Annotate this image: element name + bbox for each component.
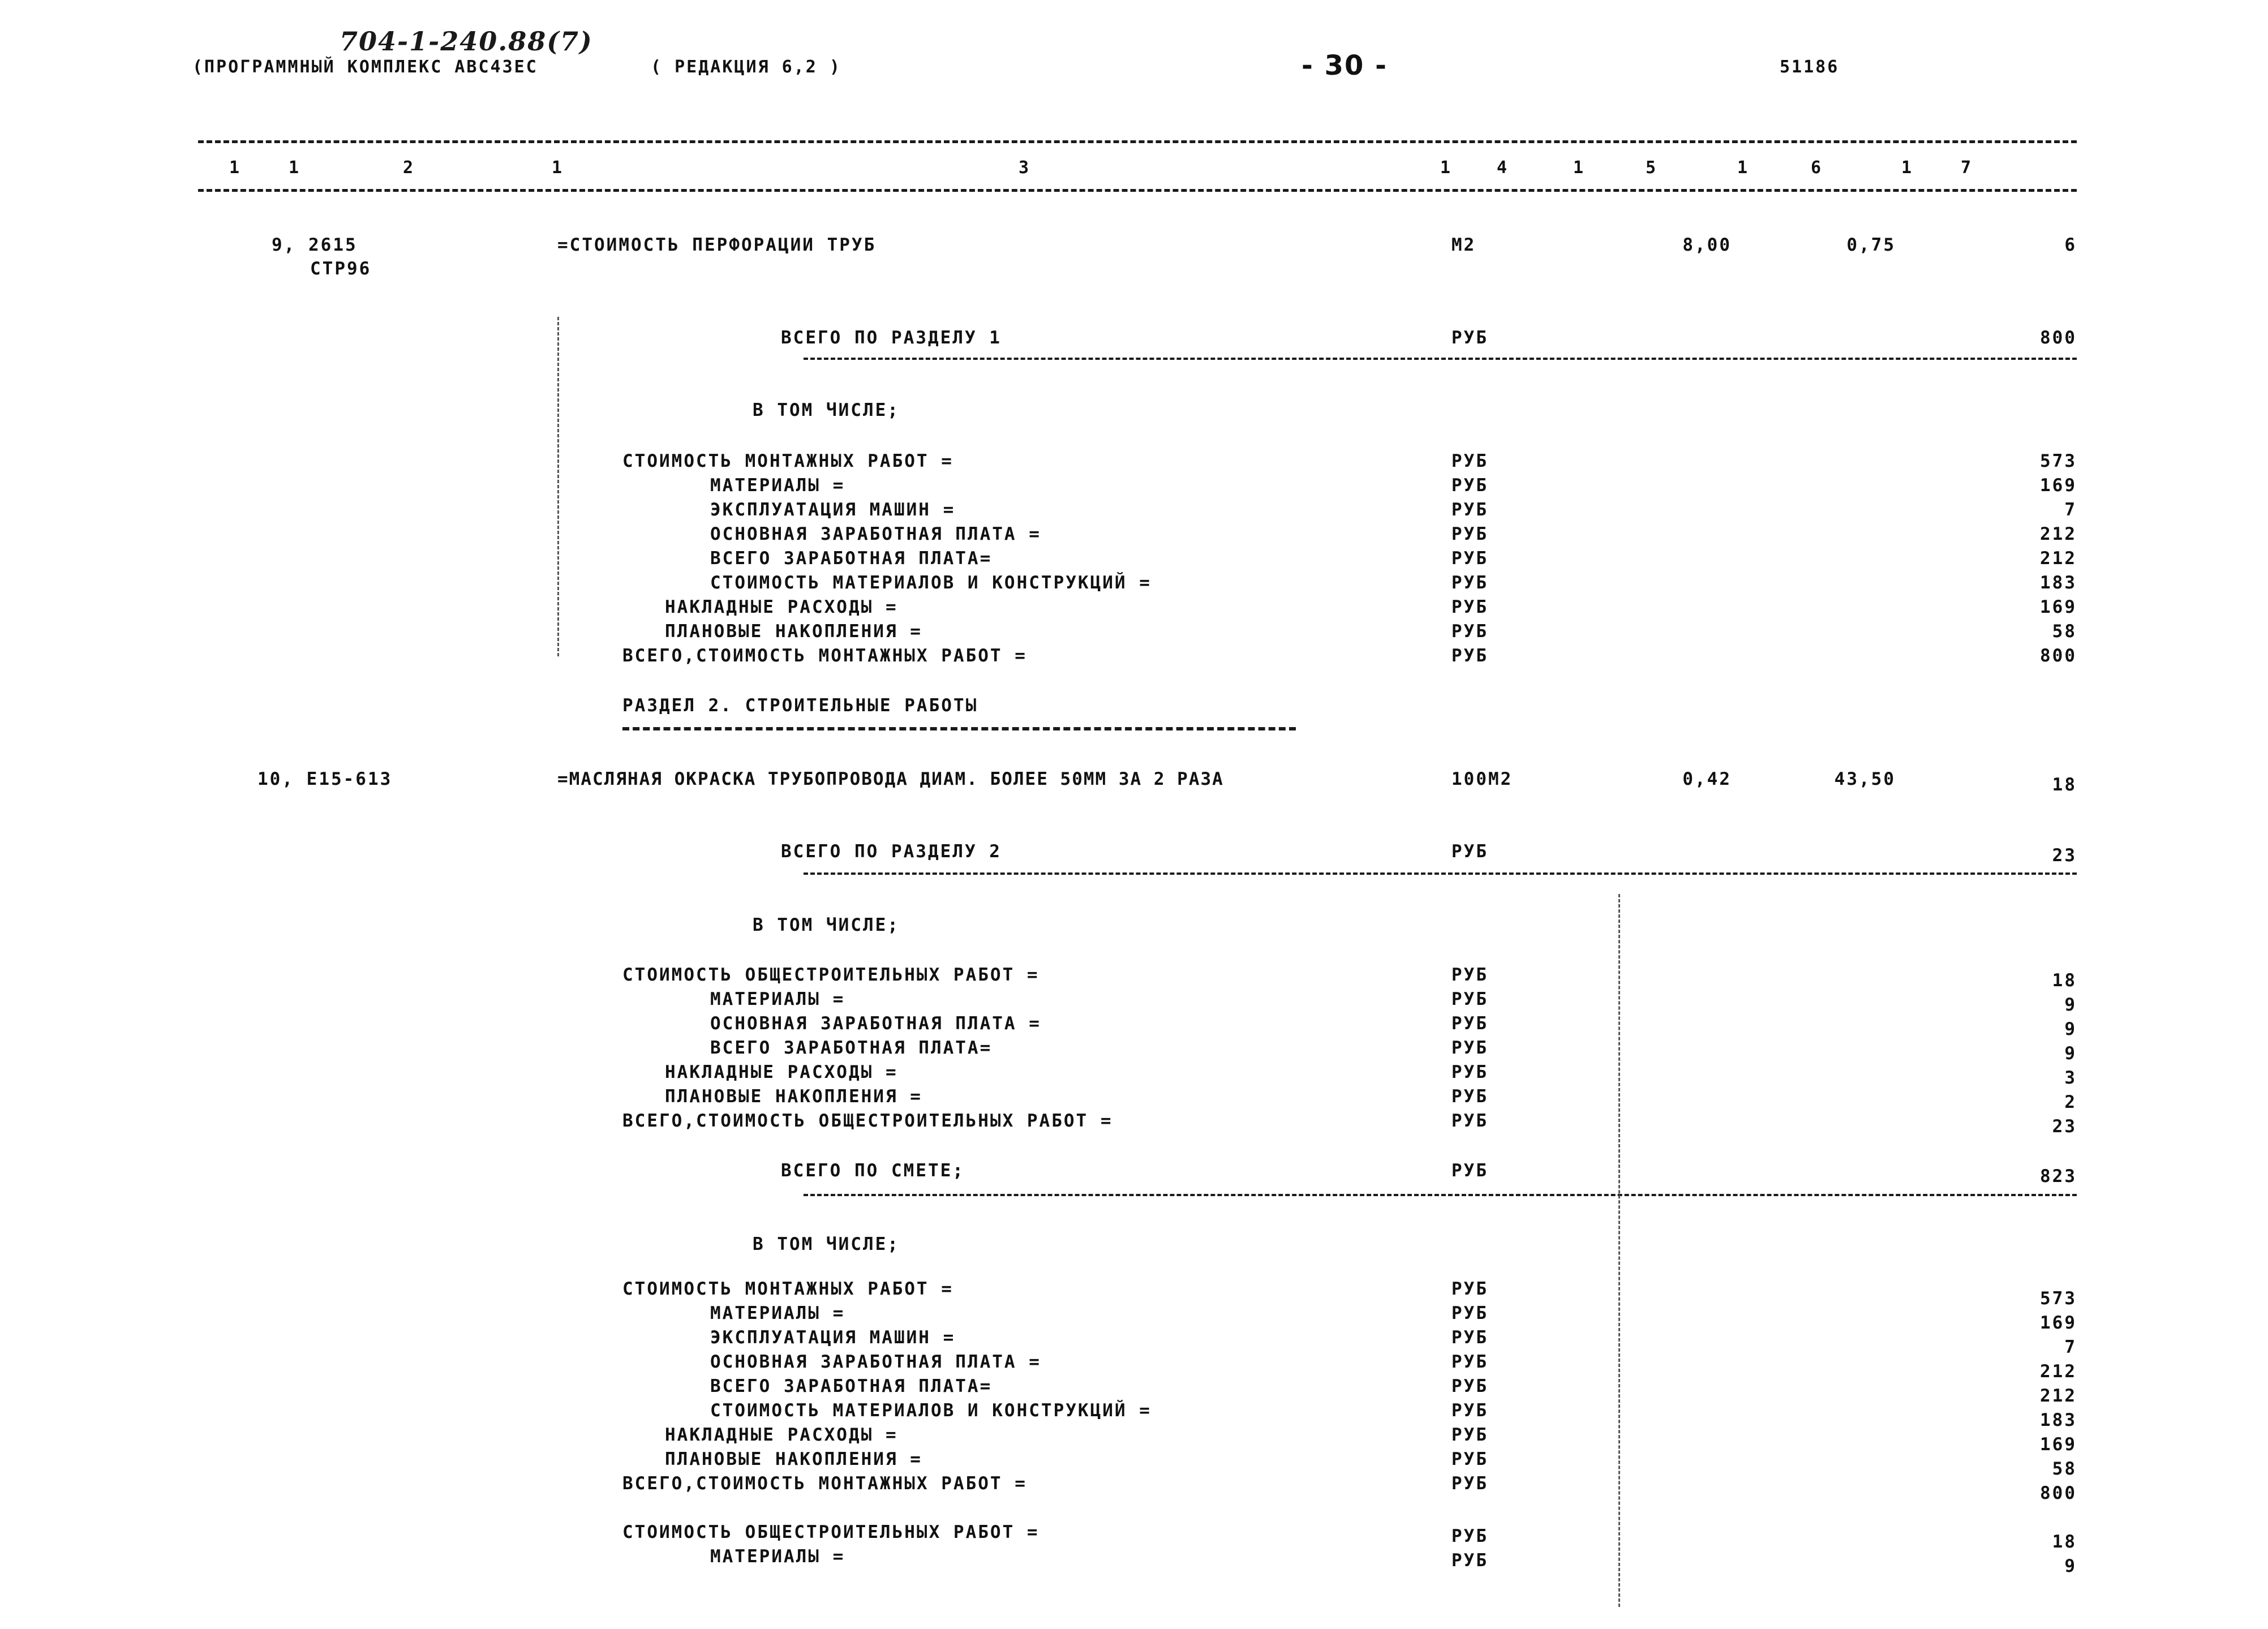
breakdown-label: ВСЕГО,СТОИМОСТЬ МОНТАЖНЫХ РАБОТ = — [622, 1473, 1027, 1494]
header-rule-bottom — [198, 189, 2077, 192]
breakdown-unit: РУБ — [1451, 1473, 1488, 1494]
col-sep: 1 — [289, 158, 301, 178]
breakdown-value: 169 — [2040, 1313, 2077, 1333]
column-2-header: 2 — [403, 158, 415, 178]
item-9-code: СТР96 — [310, 259, 372, 279]
col-sep: 1 — [1440, 158, 1453, 178]
breakdown-unit: РУБ — [1451, 1400, 1488, 1421]
breakdown-value: 800 — [2040, 1483, 2077, 1503]
estimate-total-value: 823 — [2040, 1166, 2077, 1187]
breakdown-value: 169 — [2040, 1434, 2077, 1455]
section-2-total-rule — [804, 872, 2077, 875]
breakdown-unit: РУБ — [1451, 1327, 1488, 1348]
breakdown-unit: РУБ — [1451, 1352, 1488, 1372]
breakdown-value: 212 — [2040, 548, 2077, 569]
breakdown-value: 212 — [2040, 1386, 2077, 1406]
item-9-total: 6 — [2064, 235, 2077, 255]
breakdown-value: 18 — [2052, 970, 2077, 991]
breakdown-value: 212 — [2040, 524, 2077, 544]
estimate-total-rule — [804, 1194, 2077, 1196]
breakdown-unit: РУБ — [1451, 1303, 1488, 1323]
breakdown-value: 573 — [2040, 1288, 2077, 1309]
breakdown-unit: РУБ — [1451, 573, 1488, 593]
breakdown-unit: РУБ — [1451, 524, 1488, 544]
breakdown-unit: РУБ — [1451, 965, 1488, 985]
section-1-total-unit: РУБ — [1451, 328, 1488, 348]
breakdown-label: МАТЕРИАЛЫ = — [710, 989, 845, 1009]
section-1-total-rule — [804, 358, 2077, 360]
item-10-name: =МАСЛЯНАЯ ОКРАСКА ТРУБОПРОВОДА ДИАМ. БОЛЕЕ 50ММ ЗА 2 РАЗА — [557, 769, 1224, 789]
breakdown-unit: РУБ — [1451, 1062, 1488, 1082]
document-number: 51186 — [1780, 57, 1840, 77]
breakdown-value: 9 — [2064, 995, 2077, 1015]
breakdown-value: 58 — [2052, 1459, 2077, 1479]
breakdown-value: 7 — [2064, 1337, 2077, 1357]
section-2-total-value: 23 — [2052, 845, 2077, 866]
including-heading: В ТОМ ЧИСЛЕ; — [753, 1234, 900, 1254]
breakdown-label: МАТЕРИАЛЫ = — [710, 1303, 845, 1323]
breakdown-unit: РУБ — [1451, 646, 1488, 666]
breakdown-unit: РУБ — [1451, 1376, 1488, 1396]
breakdown-label: НАКЛАДНЫЕ РАСХОДЫ = — [665, 597, 898, 617]
section-1-total-value: 800 — [2040, 328, 2077, 348]
col-sep: 1 — [1737, 158, 1750, 178]
breakdown-value: 18 — [2052, 1532, 2077, 1552]
breakdown-label: ПЛАНОВЫЕ НАКОПЛЕНИЯ = — [665, 1086, 922, 1107]
breakdown-unit: РУБ — [1451, 451, 1488, 471]
breakdown-unit: РУБ — [1451, 1550, 1488, 1571]
breakdown-label: ВСЕГО ЗАРАБОТНАЯ ПЛАТА= — [710, 1038, 993, 1058]
column-4-header: 4 — [1497, 158, 1509, 178]
item-9-name: =СТОИМОСТЬ ПЕРФОРАЦИИ ТРУБ — [557, 235, 877, 255]
column-5-header: 5 — [1646, 158, 1658, 178]
breakdown-label: ЭКСПЛУАТАЦИЯ МАШИН = — [710, 500, 956, 520]
breakdown-value: 183 — [2040, 573, 2077, 593]
breakdown-label: СТОИМОСТЬ МАТЕРИАЛОВ И КОНСТРУКЦИЙ = — [710, 573, 1152, 593]
including-heading: В ТОМ ЧИСЛЕ; — [753, 400, 900, 420]
col-sep: 1 — [1901, 158, 1914, 178]
section-2-title-rule — [622, 727, 1296, 730]
section-2-title: РАЗДЕЛ 2. СТРОИТЕЛЬНЫЕ РАБОТЫ — [622, 695, 978, 716]
section-1-total-label: ВСЕГО ПО РАЗДЕЛУ 1 — [781, 328, 1002, 348]
breakdown-value: 212 — [2040, 1361, 2077, 1382]
breakdown-value: 9 — [2064, 1019, 2077, 1039]
breakdown-value: 169 — [2040, 597, 2077, 617]
breakdown-unit: РУБ — [1451, 621, 1488, 642]
breakdown-label: СТОИМОСТЬ ОБЩЕСТРОИТЕЛЬНЫХ РАБОТ = — [622, 965, 1040, 985]
column-guide — [557, 317, 559, 656]
breakdown-label: ОСНОВНАЯ ЗАРАБОТНАЯ ПЛАТА = — [710, 1352, 1041, 1372]
item-9-unit: М2 — [1451, 235, 1476, 255]
item-10-quantity: 0,42 — [1682, 769, 1732, 789]
breakdown-value: 58 — [2052, 621, 2077, 642]
breakdown-unit: РУБ — [1451, 1425, 1488, 1445]
breakdown-value: 9 — [2064, 1043, 2077, 1064]
edition-label: ( РЕДАКЦИЯ 6,2 ) — [651, 57, 841, 77]
breakdown-label: ЭКСПЛУАТАЦИЯ МАШИН = — [710, 1327, 956, 1348]
item-10-total: 18 — [2052, 775, 2077, 795]
breakdown-label: НАКЛАДНЫЕ РАСХОДЫ = — [665, 1062, 898, 1082]
breakdown-label: МАТЕРИАЛЫ = — [710, 1546, 845, 1567]
item-10-number: 10, Е15-613 — [257, 769, 393, 789]
breakdown-label: НАКЛАДНЫЕ РАСХОДЫ = — [665, 1425, 898, 1445]
breakdown-value: 3 — [2064, 1068, 2077, 1088]
breakdown-unit: РУБ — [1451, 1013, 1488, 1034]
column-3-header: 3 — [1019, 158, 1031, 178]
breakdown-value: 169 — [2040, 475, 2077, 496]
breakdown-unit: РУБ — [1451, 1111, 1488, 1131]
breakdown-label: ПЛАНОВЫЕ НАКОПЛЕНИЯ = — [665, 1449, 922, 1469]
item-9-price: 0,75 — [1846, 235, 1896, 255]
breakdown-label: ВСЕГО,СТОИМОСТЬ МОНТАЖНЫХ РАБОТ = — [622, 646, 1027, 666]
breakdown-label: ОСНОВНАЯ ЗАРАБОТНАЯ ПЛАТА = — [710, 524, 1041, 544]
handwritten-code: 704-1-240.88(7) — [340, 26, 593, 57]
breakdown-value: 7 — [2064, 500, 2077, 520]
breakdown-label: ВСЕГО ЗАРАБОТНАЯ ПЛАТА= — [710, 548, 993, 569]
breakdown-label: ВСЕГО,СТОИМОСТЬ ОБЩЕСТРОИТЕЛЬНЫХ РАБОТ = — [622, 1111, 1113, 1131]
breakdown-value: 573 — [2040, 451, 2077, 471]
estimate-total-label: ВСЕГО ПО СМЕТЕ; — [781, 1160, 965, 1181]
breakdown-unit: РУБ — [1451, 1038, 1488, 1058]
header-rule-top — [198, 140, 2077, 143]
breakdown-label: СТОИМОСТЬ МОНТАЖНЫХ РАБОТ = — [622, 451, 953, 471]
col-sep: 1 — [229, 158, 242, 178]
breakdown-unit: РУБ — [1451, 1526, 1488, 1546]
breakdown-value: 9 — [2064, 1556, 2077, 1576]
breakdown-label: СТОИМОСТЬ МАТЕРИАЛОВ И КОНСТРУКЦИЙ = — [710, 1400, 1152, 1421]
item-10-price: 43,50 — [1834, 769, 1896, 789]
breakdown-unit: РУБ — [1451, 1449, 1488, 1469]
breakdown-unit: РУБ — [1451, 989, 1488, 1009]
breakdown-unit: РУБ — [1451, 475, 1488, 496]
item-10-unit: 100М2 — [1451, 769, 1513, 789]
breakdown-unit: РУБ — [1451, 597, 1488, 617]
item-9-number: 9, 2615 — [272, 235, 358, 255]
breakdown-value: 183 — [2040, 1410, 2077, 1430]
breakdown-label: СТОИМОСТЬ ОБЩЕСТРОИТЕЛЬНЫХ РАБОТ = — [622, 1522, 1040, 1542]
program-name: (ПРОГРАММНЫЙ КОМПЛЕКС АВС4ЗЕС — [192, 57, 538, 77]
section-2-total-label: ВСЕГО ПО РАЗДЕЛУ 2 — [781, 841, 1002, 862]
breakdown-unit: РУБ — [1451, 1279, 1488, 1299]
breakdown-value: 2 — [2064, 1092, 2077, 1112]
breakdown-label: ПЛАНОВЫЕ НАКОПЛЕНИЯ = — [665, 621, 922, 642]
breakdown-unit: РУБ — [1451, 548, 1488, 569]
breakdown-label: МАТЕРИАЛЫ = — [710, 475, 845, 496]
breakdown-label: ОСНОВНАЯ ЗАРАБОТНАЯ ПЛАТА = — [710, 1013, 1041, 1034]
breakdown-value: 800 — [2040, 646, 2077, 666]
col-sep: 1 — [552, 158, 564, 178]
estimate-total-unit: РУБ — [1451, 1160, 1488, 1181]
column-7-header: 7 — [1961, 158, 1973, 178]
col-sep: 1 — [1573, 158, 1586, 178]
breakdown-label: СТОИМОСТЬ МОНТАЖНЫХ РАБОТ = — [622, 1279, 953, 1299]
breakdown-unit: РУБ — [1451, 1086, 1488, 1107]
page-number: - 30 - — [1301, 50, 1388, 81]
breakdown-label: ВСЕГО ЗАРАБОТНАЯ ПЛАТА= — [710, 1376, 993, 1396]
column-guide — [1618, 894, 1620, 1607]
including-heading: В ТОМ ЧИСЛЕ; — [753, 915, 900, 935]
item-9-quantity: 8,00 — [1682, 235, 1732, 255]
section-2-total-unit: РУБ — [1451, 841, 1488, 862]
breakdown-value: 23 — [2052, 1116, 2077, 1137]
column-6-header: 6 — [1811, 158, 1823, 178]
breakdown-unit: РУБ — [1451, 500, 1488, 520]
